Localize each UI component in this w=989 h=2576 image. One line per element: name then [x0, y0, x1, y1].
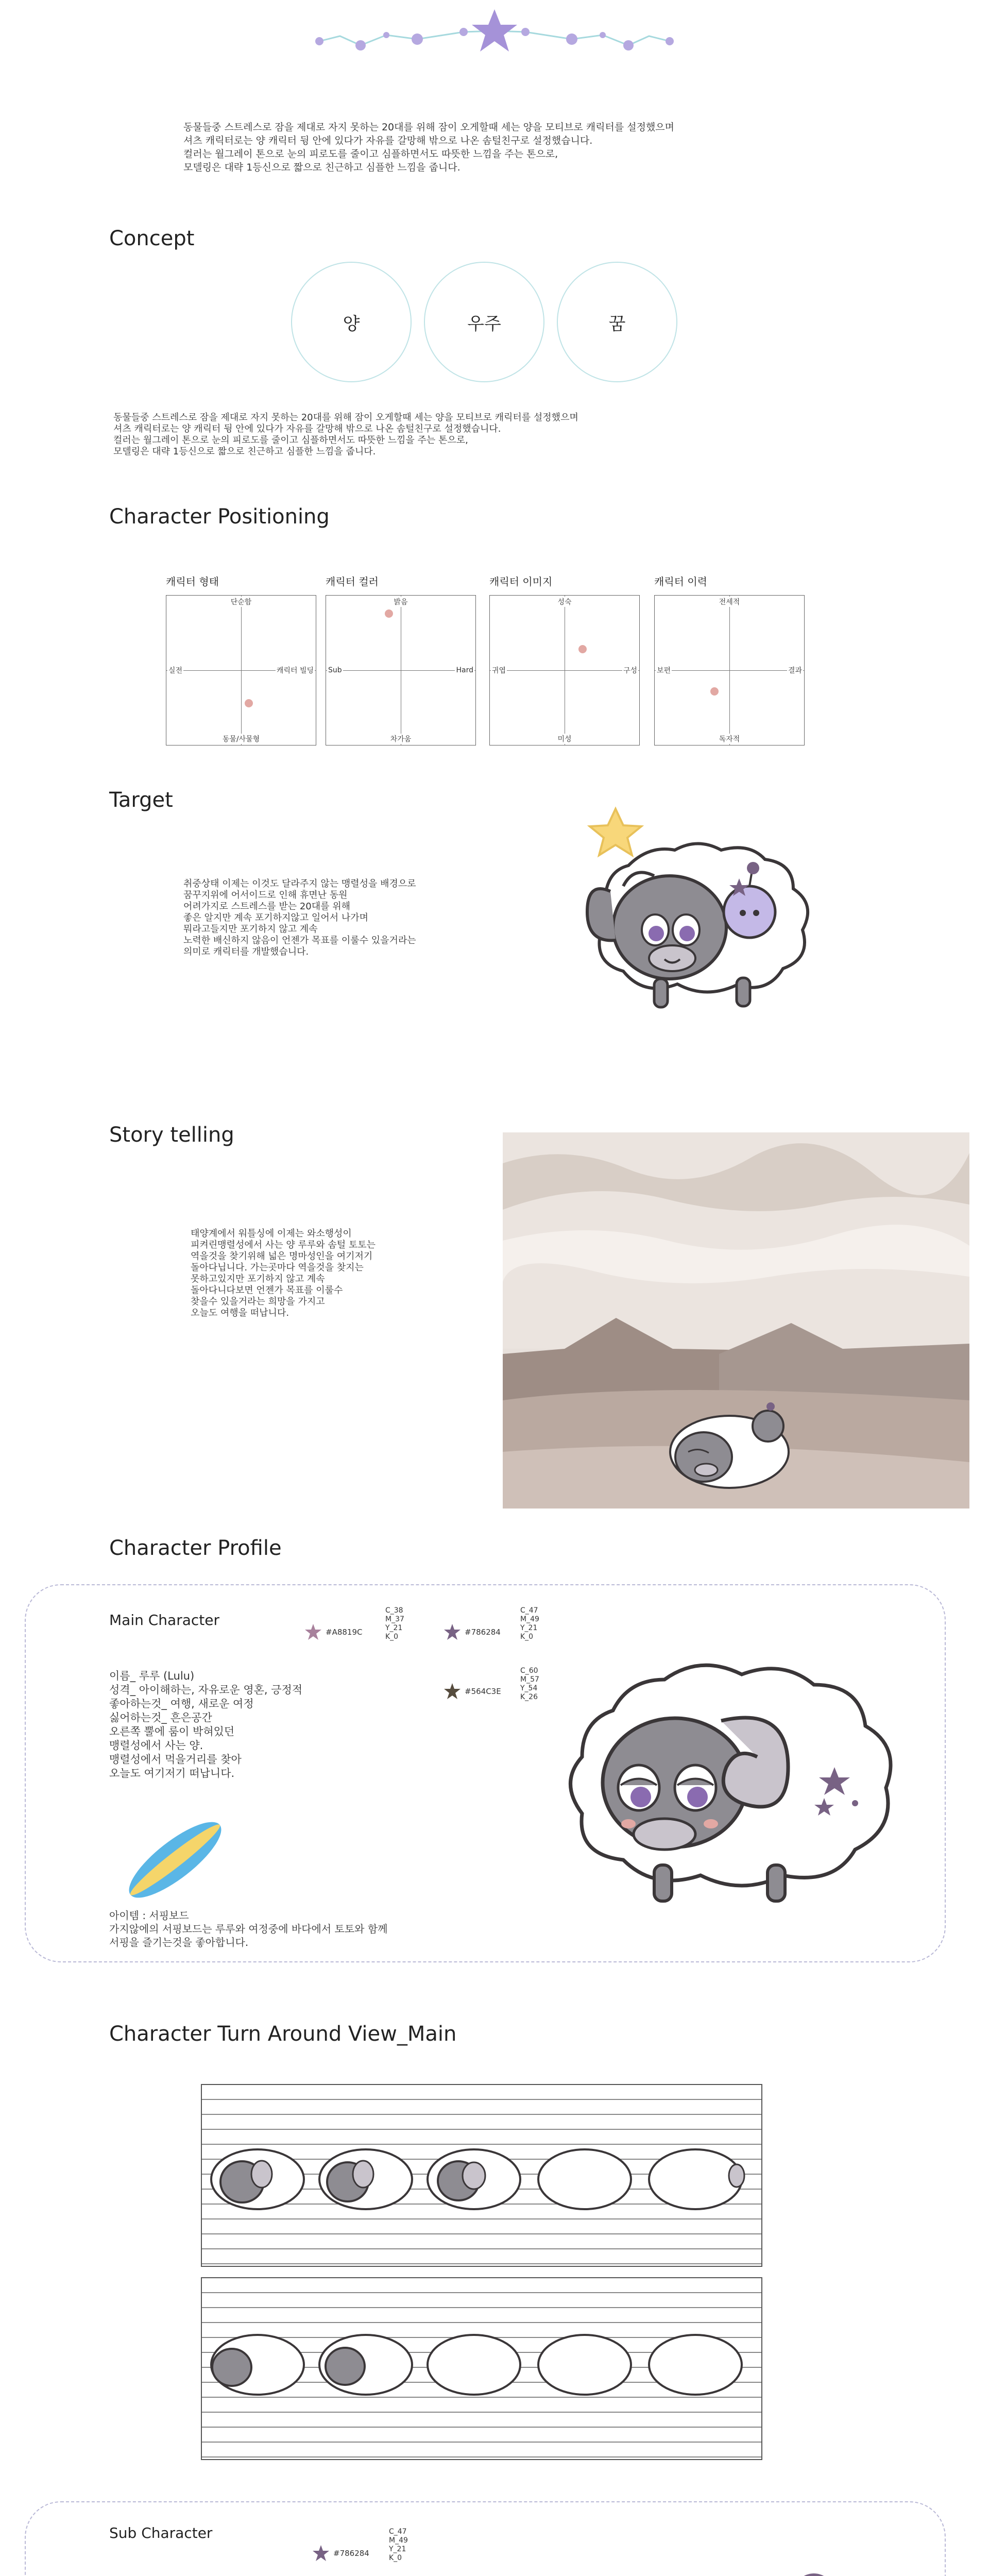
concept-heading: Concept: [109, 227, 195, 250]
turn-main-heading: Character Turn Around View_Main: [109, 2022, 457, 2046]
axis-bottom-label: 차가움: [389, 734, 413, 744]
main-item-text: 아이템 : 서핑보드 가지않에의 서핑보드는 루루와 여정중에 바다에서 토토와 함께 서핑을 즐기는것을 좋아합니다.: [109, 1909, 388, 1948]
star-icon: [443, 1623, 462, 1641]
main-character-description: 이름_ 루루 (Lulu) 성격_ 아이해하는, 자유로운 영혼, 긍정적 좋아하는것_ 여행, 새로운 여정 싫어하는것_ 흔은공간 오른쪽 뿔에 룸이 박혀있던 맹렬성에서 사는 양. 맹렬성에서 먹을거리를 찾아 오늘도 여기저기 떠납니다.: [109, 1670, 303, 1780]
swatch-hex: #786284: [333, 2549, 369, 2558]
sheep-three-quarter: [319, 2149, 412, 2209]
swatch-hex: #A8819C: [326, 1628, 363, 1637]
positioning-chart-title: 캐릭터 이미지: [489, 575, 553, 588]
target-text: 취중상태 이제는 이것도 달라주지 않는 맹렬성을 배경으로 꿈꾸지위에 어서이드로 인해 휴면난 동원 어려가지로 스트레스를 받는 20대를 위해 좋은 알지만 계속 포기하지않고 일어서 나가며 뭐라고들지만 포기하지 않고 계속 노력한 배신하지 않음이 언젠가 목표를 이룰수 있을거라는 의미로 캐릭터를 개발했습니다.: [183, 878, 416, 957]
story-landscape-illustration: [503, 1132, 969, 1509]
sheep-back: [649, 2149, 744, 2209]
target-sheep-illustration: [567, 793, 834, 1020]
surfboard-icon: [118, 1814, 232, 1906]
story-text: 태양계에서 워틀싱에 이제는 와소행성이 피켜린맹렬성에서 사는 양 루루와 솜털 토토는 역을것을 찾기위해 넓은 명마성인을 여기저기 돌아다닙니다. 가는곳마다 역을것을 찾지는 못하고있지만 포기하지 않고 계속 돌아다니다보면 언젠가 목표를 이룰수 찾을수 있을거라는 희망을 가지고 오늘도 여행을 떠납니다.: [191, 1228, 376, 1318]
target-heading: Target: [109, 788, 173, 812]
positioning-heading: Character Positioning: [109, 505, 330, 529]
swatch-2: [443, 1623, 501, 1641]
swatch-cmyk: C_60 M_57 Y_54 K_26: [520, 1667, 539, 1701]
star-icon: [312, 2544, 330, 2563]
dot-icon: [521, 28, 530, 36]
axis-left-label: 실전: [167, 665, 183, 675]
concept-circle-dream: 꿈: [557, 262, 677, 382]
axis-top-label: 밝음: [393, 597, 408, 607]
dot-icon: [666, 37, 674, 45]
intro-text: 동물들중 스트레스로 잠을 제대로 자지 못하는 20대를 위해 잠이 오게할때 세는 양을 모티브로 캐릭터를 설정했으며 셔츠 캐릭터로는 양 캐릭터 뒹 안에 있다가 자유를 갈망해 밖으로 나온 솜털친구로 설정했습니다. 컬러는 월그레이 톤으로 눈의 피로도를 줄이고 심플하면서도 따뜻한 느낌을 주는 톤으로, 모델링은 대략 1등신으로 짧으로 친근하고 심플한 느낌을 줍니다.: [183, 122, 675, 173]
axis-right-label: Hard: [456, 666, 473, 674]
axis-right-label: 결과: [787, 665, 803, 675]
sheep-back-three-quarter: [538, 2149, 631, 2209]
position-marker: [578, 645, 587, 653]
swatch-hex: #786284: [465, 1628, 501, 1637]
story-heading: Story telling: [109, 1123, 234, 1147]
positioning-quadrant-chart: [166, 595, 316, 745]
dot-icon: [623, 40, 634, 50]
axis-left-label: 보편: [656, 665, 672, 675]
positioning-quadrant-chart: [489, 595, 640, 745]
sub-character-illustration: [680, 2563, 855, 2576]
axis-top-label: 성숙: [556, 597, 572, 607]
axis-right-label: 구성: [622, 665, 638, 675]
concept-text: 동물들중 스트레스로 잠을 제대로 자지 못하는 20대를 위해 잠이 오게할때 세는 양을 모티브로 캐릭터를 설정했으며 셔츠 캐릭터로는 양 캐릭터 뒹 안에 있다가 자유를 갈망해 밖으로 나온 솜털친구로 설정했습니다. 컬러는 월그레이 톤으로 눈의 피로도를 줄이고 심플하면서도 따뜻한 느낌을 주는 톤으로, 모델링은 대략 1등신으로 짧으로 친근하고 심플한 느낌을 줍니다.: [113, 412, 578, 457]
header-decoration: [309, 9, 680, 61]
turnaround-main-figures: [201, 2084, 762, 2460]
axis-bottom-label: 미성: [556, 734, 572, 744]
swatch-cmyk: C_47 M_49 Y_21 K_0: [520, 1606, 539, 1641]
axis-left-label: 귀엽: [491, 665, 507, 675]
positioning-chart-title: 캐릭터 컬러: [326, 575, 379, 588]
swatch-1: [304, 1623, 362, 1641]
main-character-label: Main Character: [109, 1612, 219, 1629]
sub-character-label: Sub Character: [109, 2524, 213, 2541]
swatch-cmyk: C_47 M_49 Y_21 K_0: [389, 2528, 408, 2562]
profile-heading: Character Profile: [109, 1536, 282, 1560]
sheep-lineup-2: [211, 2335, 742, 2395]
axis-top-label: 전세적: [718, 597, 741, 607]
axis-top-label: 단순함: [230, 597, 253, 607]
dot-icon: [315, 37, 323, 45]
dot-icon: [566, 33, 577, 45]
star-icon: [472, 9, 517, 52]
star-icon: [443, 1682, 462, 1701]
concept-circle-space: 우주: [424, 262, 544, 382]
position-marker: [710, 687, 719, 696]
dot-icon: [459, 28, 468, 36]
swatch-hex: #564C3E: [465, 1687, 501, 1696]
sub-swatch-1: [312, 2544, 369, 2563]
concept-circle-sheep: 양: [291, 262, 412, 382]
axis-right-label: 캐릭터 빌딩: [276, 665, 315, 675]
positioning-quadrant-chart: [326, 595, 476, 745]
dot-icon: [355, 40, 366, 50]
swatch-3: [443, 1682, 501, 1701]
axis-bottom-label: 독자적: [718, 734, 741, 744]
dot-icon: [412, 33, 423, 45]
swatch-cmyk: C_38 M_37 Y_21 K_0: [385, 1606, 404, 1641]
dot-icon: [600, 32, 606, 38]
positioning-quadrant-chart: [654, 595, 805, 745]
axis-bottom-label: 동물/사물형: [221, 734, 261, 744]
sheep-side: [428, 2149, 520, 2209]
axis-left-label: Sub: [328, 666, 342, 674]
sheep-front: [211, 2149, 304, 2209]
star-icon: [304, 1623, 322, 1641]
position-marker: [245, 699, 253, 707]
dot-icon: [383, 32, 389, 38]
positioning-chart-title: 캐릭터 형태: [166, 575, 219, 588]
positioning-chart-title: 캐릭터 이력: [654, 575, 707, 588]
star-icon: [590, 809, 641, 855]
position-marker: [385, 609, 393, 618]
main-sheep-illustration: [546, 1633, 917, 1922]
